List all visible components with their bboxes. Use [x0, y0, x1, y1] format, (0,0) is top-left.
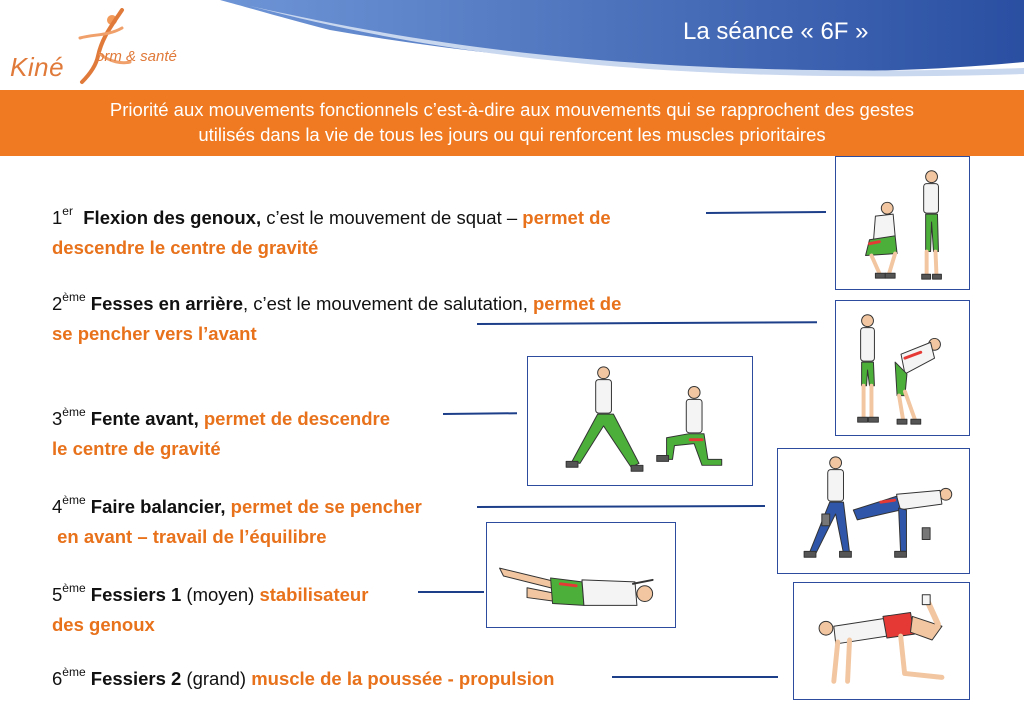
exercise-effect-cont: en avant – travail de l’équilibre	[52, 526, 327, 547]
connector-line-6	[612, 676, 778, 678]
exercise-description: , c’est le mouvement de salutation,	[243, 293, 533, 314]
exercise-effect: permet de descendre	[203, 408, 390, 429]
exercise-name: Fessiers 2	[90, 668, 182, 689]
exercise-name: Fessiers 1	[90, 584, 182, 605]
ordinal-suffix: ème	[62, 493, 86, 507]
illustration-side-leg-raise	[486, 522, 676, 628]
exercise-description: c’est le mouvement de squat –	[261, 207, 523, 228]
exercise-description: (moyen)	[181, 584, 260, 605]
exercise-description: (grand)	[181, 668, 252, 689]
exercise-effect: stabilisateur	[259, 584, 369, 605]
exercise-5	[52, 573, 368, 640]
ordinal-suffix: ème	[62, 581, 86, 595]
ordinal-number: 3	[52, 408, 63, 429]
exercise-effect-cont: des genoux	[52, 614, 155, 635]
exercise-name: Faire balancier,	[90, 496, 226, 517]
exercise-4	[52, 485, 422, 552]
banner-line-2: utilisés dans la vie de tous les jours ou qui renforcent les muscles prioritaires	[198, 124, 826, 145]
ordinal-number: 2	[52, 293, 63, 314]
illustration-squat	[835, 156, 970, 290]
exercise-effect-cont: descendre le centre de gravité	[52, 237, 319, 258]
banner-line-1: Priorité aux mouvements fonctionnels c’est-à-dire aux mouvements qui se rapprochent des gestes	[109, 99, 915, 120]
logo-kine-text: Kiné	[10, 52, 65, 82]
exercise-name: Fente avant,	[90, 408, 199, 429]
exercise-name: Fesses en arrière	[90, 293, 243, 314]
connector-line-4	[477, 505, 765, 508]
ordinal-number: 4	[52, 496, 63, 517]
connector-line-1	[706, 211, 826, 214]
exercise-effect: permet de	[522, 207, 611, 228]
ordinal-number: 5	[52, 584, 63, 605]
exercise-effect-cont: se pencher vers l’avant	[52, 323, 257, 344]
ordinal-suffix: ème	[62, 665, 86, 679]
exercise-name: Flexion des genoux,	[83, 207, 262, 228]
ordinal-suffix: er	[62, 204, 73, 218]
connector-line-3	[443, 412, 517, 414]
exercise-6	[52, 657, 554, 694]
ordinal-suffix: ème	[62, 405, 86, 419]
exercise-1	[52, 196, 611, 263]
exercise-effect: muscle de la poussée - propulsion	[251, 668, 555, 689]
illustration-lunge	[527, 356, 753, 486]
illustration-balancier	[777, 448, 970, 574]
illustration-salutation	[835, 300, 970, 436]
ordinal-suffix: ème	[62, 290, 86, 304]
page-title: La séance « 6F »	[683, 18, 869, 45]
illustration-quadruped	[793, 582, 970, 700]
ordinal-number: 6	[52, 668, 63, 689]
exercise-effect: permet de	[532, 293, 622, 314]
exercise-3	[52, 397, 390, 464]
intro-banner	[0, 90, 1024, 156]
exercise-2	[52, 282, 621, 349]
connector-line-5	[418, 591, 484, 593]
ordinal-number: 1	[52, 207, 63, 228]
exercise-effect-cont: le centre de gravité	[52, 438, 221, 459]
logo-form-text: orm & santé	[96, 48, 177, 65]
exercise-effect: permet de se pencher	[230, 496, 422, 517]
